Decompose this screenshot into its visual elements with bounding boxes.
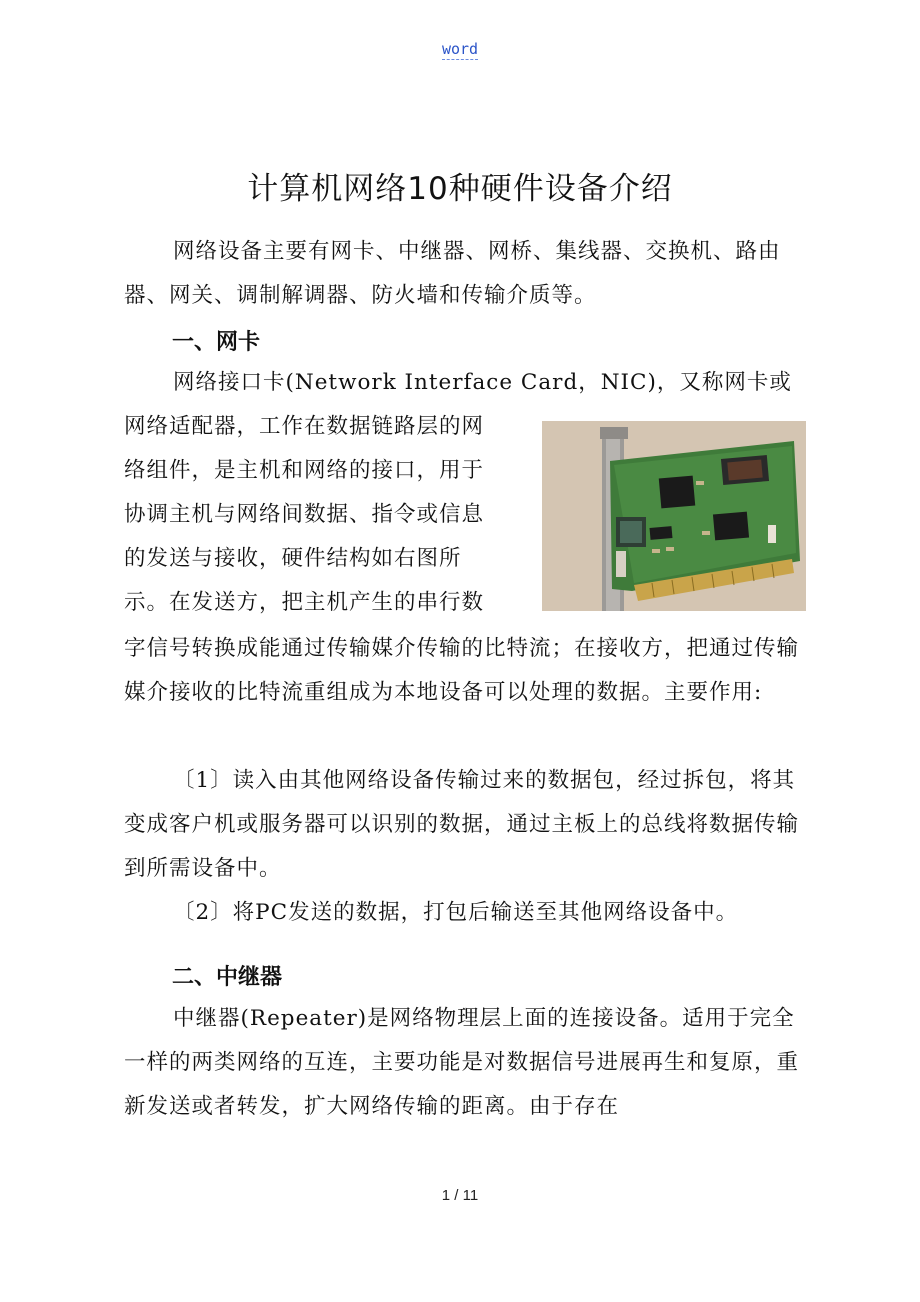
section1-line-6: 示。在发送方，把主机产生的串行数 — [124, 590, 485, 615]
section2-paragraph: 中继器(Repeater)是网络物理层上面的连接设备。适用于完全一样的两类网络的互连，主要功能是对数据信号进展再生和复原，重新发送或者转发，扩大网络传输的距离。由于存在 — [124, 1006, 800, 1119]
section2-heading: 二、中继器 — [172, 965, 283, 990]
header-link-text[interactable]: word — [441, 40, 479, 58]
section1-line-5: 的发送与接收，硬件结构如右图所 — [124, 546, 462, 571]
section1-item-1: 〔1〕读入由其他网络设备传输过来的数据包，经过拆包，将其变成客户机或服务器可以识别的数据，通过主板上的总线将数据传输到所需设备中。 — [124, 768, 800, 881]
header-link[interactable] — [0, 40, 920, 58]
section1-line-1: 网络接口卡(Network Interface Card，NIC)，又称网卡或 — [173, 370, 792, 395]
page-number: 1 / 11 — [441, 1187, 479, 1204]
section1-line-2: 网络适配器，工作在数据链路层的网 — [124, 414, 485, 439]
section1-line-3: 络组件，是主机和网络的接口，用于 — [124, 458, 485, 483]
section1-line-4: 协调主机与网络间数据、指令或信息 — [124, 502, 485, 527]
section1-continuation: 字信号转换成能通过传输媒介传输的比特流；在接收方，把通过传输媒介接收的比特流重组成为本地设备可以处理的数据。主要作用: — [124, 636, 800, 705]
section1-item-2: 〔2〕将PC发送的数据，打包后输送至其他网络设备中。 — [173, 900, 739, 925]
network-card-image — [542, 421, 806, 611]
section1-heading: 一、网卡 — [172, 330, 261, 355]
document-title: 计算机网络10种硬件设备介绍 — [247, 171, 673, 207]
network-card-illustration — [542, 421, 806, 611]
intro-paragraph: 网络设备主要有网卡、中继器、网桥、集线器、交换机、路由器、网关、调制解调器、防火墙和传输介质等。 — [124, 239, 781, 308]
